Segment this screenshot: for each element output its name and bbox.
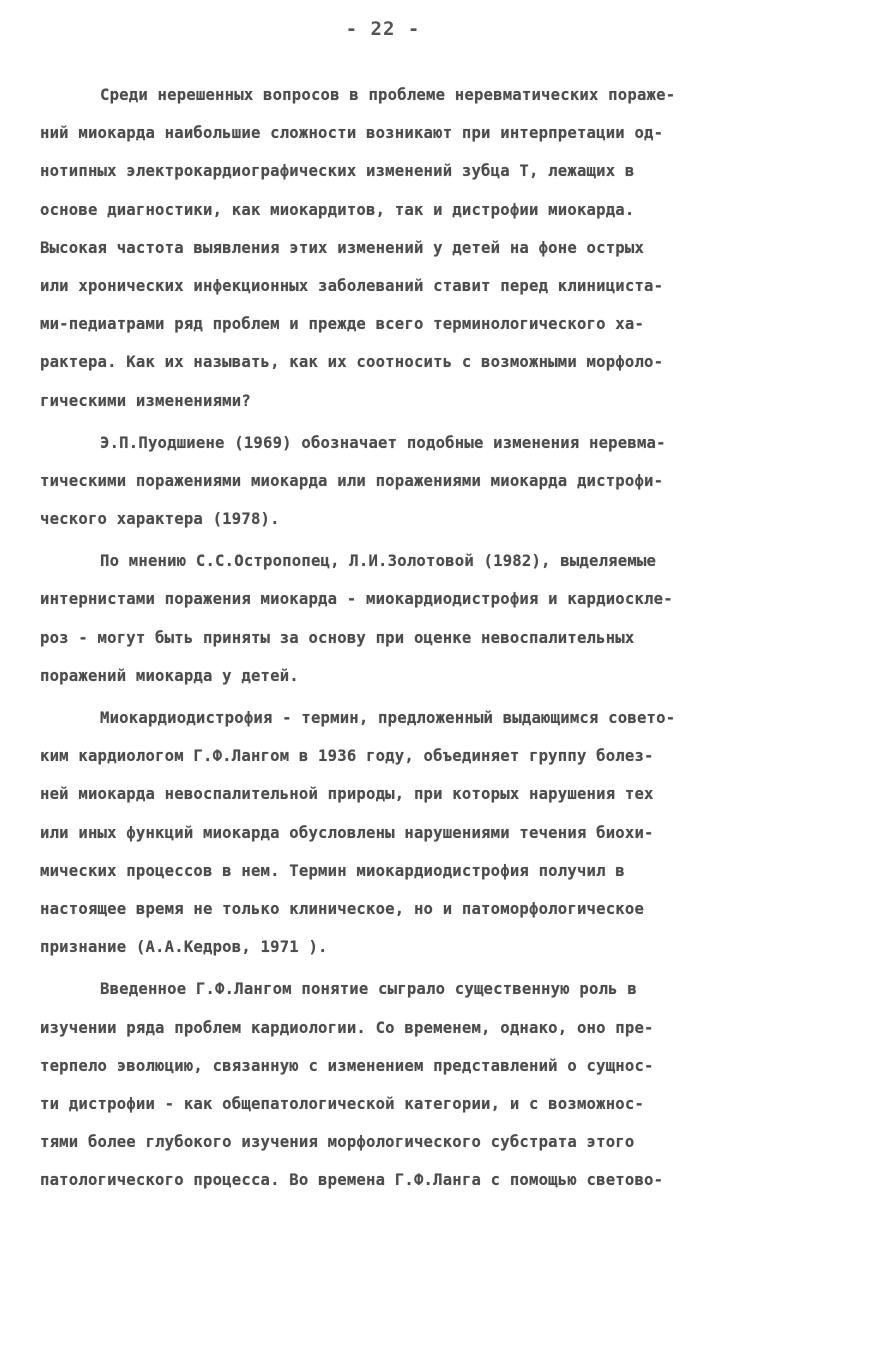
text-line: ми-педиатрами ряд проблем и прежде всего терминологического ха- xyxy=(40,315,645,334)
text-line: основе диагностики, как миокардитов, так и дистрофии миокарда. xyxy=(40,200,635,219)
text-line: Введенное Г.Ф.Лангом понятие сыграло существенную роль в xyxy=(100,980,637,999)
paragraph-3 xyxy=(40,542,840,695)
text-line: гическими изменениями? xyxy=(40,391,251,410)
text-line: нотипных электрокардиографических изменений зубца Т, лежащих в xyxy=(40,162,635,181)
text-line: ческого характера (1978). xyxy=(40,510,280,529)
text-line: Э.П.Пуодшиене (1969) обозначает подобные изменения неревма- xyxy=(100,433,666,452)
text-line: ний миокарда наибольшие сложности возникают при интерпретации од- xyxy=(40,124,664,143)
text-line: Миокардиодистрофия - термин, предложенный выдающимся совето- xyxy=(100,709,676,727)
text-line: рактера. Как их называть, как их соотносить с возможными морфоло- xyxy=(40,353,664,372)
text-line: или иных функций миокарда обусловлены нарушениями течения биохи- xyxy=(40,823,654,842)
text-line: роз - могут быть приняты за основу при оценке невоспалительных xyxy=(40,628,635,647)
paragraph-1 xyxy=(40,76,840,420)
text-line: признание (А.А.Кедров, 1971 ). xyxy=(40,938,328,957)
text-line: Среди нерешенных вопросов в проблеме неревматических пораже- xyxy=(100,86,676,104)
paragraph-5 xyxy=(40,970,840,1199)
text-line: интернистами поражения миокарда - миокардиодистрофия и кардиоскле- xyxy=(40,590,673,609)
text-line: ней миокарда невоспалительной природы, при которых нарушения тех xyxy=(40,785,654,804)
text-line: патологического процесса. Во времена Г.Ф.Ланга с помощью светово- xyxy=(40,1171,664,1190)
text-line: По мнению С.С.Остропопец, Л.И.Золотовой (1982), выделяемые xyxy=(100,552,657,571)
body-text xyxy=(40,76,840,1199)
text-line: тями более глубокого изучения морфологического субстрата этого xyxy=(40,1133,635,1152)
text-line: ти дистрофии - как общепатологической категории, и с возможнос- xyxy=(40,1094,645,1113)
text-line: или хронических инфекционных заболеваний ставит перед клинициста- xyxy=(40,276,664,295)
text-line: поражений миокарда у детей. xyxy=(40,666,299,685)
paragraph-2 xyxy=(40,424,840,539)
text-line: ким кардиологом Г.Ф.Лангом в 1936 году, объединяет группу болез- xyxy=(40,747,654,766)
text-line: терпело эволюцию, связанную с изменением представлений о сущнос- xyxy=(40,1056,654,1075)
paragraph-4 xyxy=(40,699,840,966)
text-line: Высокая частота выявления этих изменений у детей на фоне острых xyxy=(40,238,645,257)
text-line: мических процессов в нем. Термин миокардиодистрофия получил в xyxy=(40,861,625,880)
page-number: - 22 - xyxy=(345,18,421,40)
text-line: изучении ряда проблем кардиологии. Со временем, однако, оно пре- xyxy=(40,1018,654,1037)
text-line: тическими поражениями миокарда или поражениями миокарда дистрофи- xyxy=(40,471,664,490)
text-line: настоящее время не только клиническое, но и патоморфологическое xyxy=(40,899,645,918)
